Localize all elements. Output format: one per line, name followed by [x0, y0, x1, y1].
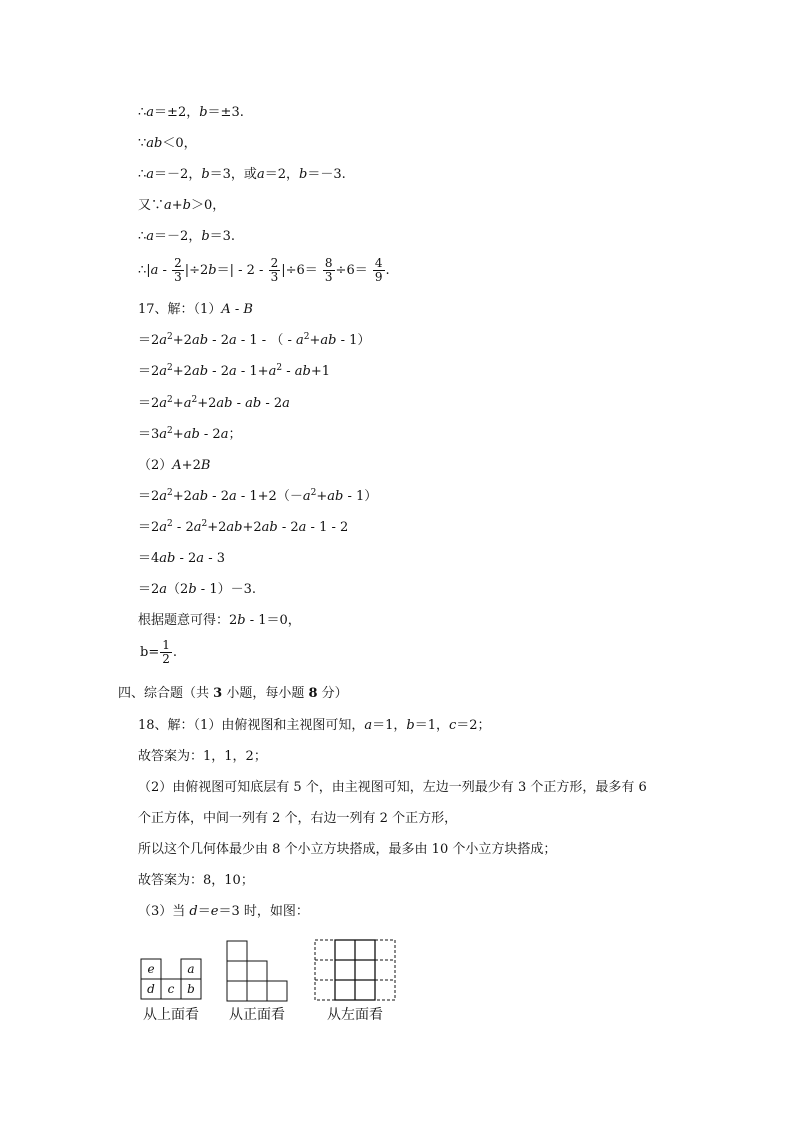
- text: ＝1，: [414, 718, 449, 733]
- var: a: [150, 263, 159, 278]
- line-12: [138, 458, 210, 474]
- denominator: 9: [374, 270, 383, 284]
- exponent: 2: [167, 395, 173, 405]
- var: d: [189, 904, 198, 919]
- line-16: [138, 582, 256, 598]
- text: 分）: [317, 686, 348, 701]
- text: - 2: [261, 396, 283, 411]
- exponent: 2: [303, 332, 310, 342]
- var: a: [146, 167, 155, 182]
- text: ＝2；: [456, 718, 491, 733]
- line-11: [138, 427, 241, 443]
- line-9: [138, 364, 330, 380]
- text: ∴: [138, 105, 147, 120]
- var: b: [201, 167, 210, 182]
- text: ＝2: [138, 333, 160, 348]
- var: a: [146, 229, 155, 244]
- var: a: [268, 364, 277, 379]
- var: a: [364, 718, 373, 733]
- fraction: [160, 639, 172, 666]
- text: +1: [310, 364, 330, 379]
- text: 又∵: [138, 198, 165, 213]
- text: 小题，每小题: [222, 686, 309, 701]
- var: ab: [327, 489, 344, 504]
- var: a: [193, 520, 202, 535]
- line-13: [138, 489, 377, 505]
- left-view-diagram: [312, 938, 398, 1002]
- var: a: [159, 333, 168, 348]
- denominator: 3: [174, 270, 182, 284]
- exponent: 2: [167, 332, 173, 342]
- fraction: [323, 257, 335, 284]
- line-5: [138, 229, 235, 245]
- text: +2: [172, 364, 192, 379]
- exponent: 2: [167, 426, 173, 436]
- var: ab: [159, 551, 176, 566]
- line-18: [140, 638, 177, 668]
- text: （2）: [138, 458, 173, 473]
- text: ÷6＝: [335, 263, 368, 278]
- exponent: 2: [167, 519, 173, 529]
- var: a: [282, 396, 290, 411]
- text: +: [172, 427, 184, 442]
- var: a+b: [164, 198, 191, 213]
- var: ab: [191, 364, 209, 379]
- text: - 2: [172, 520, 194, 535]
- var: ab: [183, 427, 200, 442]
- text: 18、解：（1）由俯视图和主视图可知，: [138, 718, 365, 733]
- text: - 2: [199, 427, 221, 442]
- line-17: [138, 613, 301, 629]
- text: ＝±2，: [154, 105, 200, 120]
- var: B: [243, 302, 253, 317]
- text: ＝3: [138, 427, 160, 442]
- text: ＝2: [138, 520, 160, 535]
- var: a: [298, 520, 307, 535]
- var: A: [172, 458, 182, 473]
- exponent: 2: [310, 488, 317, 498]
- line-26: [138, 904, 309, 920]
- front-view-diagram: [226, 940, 290, 1002]
- exponent: 2: [167, 363, 173, 373]
- var: a: [159, 427, 168, 442]
- text: 根据题意可得：2: [138, 613, 238, 628]
- text: -: [230, 302, 244, 317]
- text: ＞0，: [190, 198, 226, 213]
- text: +2: [207, 520, 227, 535]
- text: ＝2: [138, 396, 160, 411]
- var: B: [200, 458, 211, 473]
- text: ＝| - 2 -: [216, 263, 268, 278]
- var: ab: [146, 136, 163, 151]
- var: b: [188, 582, 197, 597]
- var: a: [159, 489, 168, 504]
- cell-e-label: e: [147, 962, 155, 976]
- text: ∴|: [138, 263, 151, 278]
- var: ab: [294, 364, 311, 379]
- var: a: [159, 520, 168, 535]
- text: 17、解：（1）: [138, 302, 222, 317]
- line-3: [138, 167, 346, 183]
- exponent: 2: [167, 488, 173, 498]
- text: ＝3 时，如图：: [218, 904, 309, 919]
- text: ；: [228, 427, 242, 442]
- text: - 1）: [343, 489, 378, 504]
- text: 8: [308, 686, 318, 701]
- text: |÷2: [184, 263, 209, 278]
- text: ∴: [138, 229, 147, 244]
- var: b: [406, 718, 415, 733]
- line-14: [138, 520, 348, 536]
- var: ab: [226, 520, 243, 535]
- top-view-caption: 从上面看: [143, 1007, 199, 1023]
- var: a: [228, 489, 237, 504]
- text: +: [172, 396, 184, 411]
- text: ＝2，: [264, 167, 299, 182]
- text: - 1）: [336, 333, 371, 348]
- text: ＜0，: [162, 136, 197, 151]
- line-10: [138, 396, 290, 412]
- text: - 1+2（－: [236, 489, 303, 504]
- text: -: [158, 263, 172, 278]
- text: 故答案为：1，1，2；: [138, 749, 267, 764]
- exponent: 2: [276, 363, 283, 373]
- text: +: [309, 333, 321, 348]
- line-24: [138, 842, 556, 858]
- text: ∴: [138, 167, 147, 182]
- text: .: [385, 263, 390, 278]
- text: - 2: [208, 489, 229, 504]
- text: -: [232, 396, 246, 411]
- var: b: [298, 167, 308, 182]
- text: （2）由俯视图可知底层有 5 个，由主视图可知，左边一列最少有 3 个正方形，最多有 6: [138, 780, 647, 795]
- text: ＝－3.: [307, 167, 346, 182]
- text: （2: [167, 582, 189, 597]
- text: +2: [181, 458, 201, 473]
- numerator: 1: [162, 638, 170, 652]
- text: ＝2: [138, 489, 160, 504]
- var: b: [237, 613, 246, 628]
- numerator: 2: [270, 256, 279, 270]
- var: b: [201, 229, 210, 244]
- var: ab: [216, 396, 233, 411]
- fraction: [269, 257, 281, 284]
- line-4: [138, 198, 225, 214]
- cell-d-label: d: [147, 982, 155, 996]
- var: b: [199, 105, 208, 120]
- line-25: [138, 873, 254, 889]
- var: a: [228, 364, 237, 379]
- text: ＝1，: [372, 718, 407, 733]
- line-22: [138, 780, 647, 796]
- text: - 2: [208, 364, 229, 379]
- front-view-caption: 从正面看: [229, 1007, 285, 1023]
- text: - 2: [175, 551, 197, 566]
- exponent: 2: [191, 395, 198, 405]
- text: 3: [213, 686, 223, 701]
- var: A: [221, 302, 231, 317]
- var: e: [210, 904, 219, 919]
- line-8: [138, 333, 370, 349]
- line-20: [138, 718, 491, 734]
- text: +2: [242, 520, 262, 535]
- var: ab: [261, 520, 278, 535]
- text: - 1＝0，: [245, 613, 301, 628]
- text: （3）当: [138, 904, 190, 919]
- var: a: [256, 167, 265, 182]
- text: +: [316, 489, 328, 504]
- line-23: [138, 811, 457, 827]
- line-6: [138, 256, 390, 286]
- cell-c-label: c: [167, 982, 175, 996]
- var: a: [159, 396, 168, 411]
- denominator: 3: [324, 270, 333, 284]
- text: - 2: [208, 333, 229, 348]
- text: ＝2: [138, 582, 160, 597]
- text: 所以这个几何体最少由 8 个小立方块搭成，最多由 10 个小立方块搭成；: [138, 842, 557, 857]
- text: +2: [197, 396, 217, 411]
- var: a: [220, 427, 229, 442]
- fraction: [172, 257, 184, 284]
- text: ∵: [138, 136, 147, 151]
- text: 四、综合题（共: [118, 686, 214, 701]
- var: a: [183, 396, 192, 411]
- var: ab: [245, 396, 262, 411]
- text: - 1 - （ -: [236, 333, 296, 348]
- text: ＝2: [138, 364, 160, 379]
- text: ＝4: [138, 551, 160, 566]
- left-view-caption: 从左面看: [327, 1007, 383, 1023]
- denominator: 3: [270, 270, 279, 284]
- var: ab: [191, 333, 209, 348]
- denominator: 2: [162, 652, 170, 666]
- text: 个正方体，中间一列有 2 个，右边一列有 2 个正方形，: [138, 811, 458, 826]
- var: a: [159, 364, 168, 379]
- text: ＝－2，: [154, 229, 202, 244]
- text: -: [282, 364, 295, 379]
- line-2: [138, 136, 197, 152]
- text: - 1 - 2: [306, 520, 349, 535]
- exponent: 2: [201, 519, 208, 529]
- var: a: [228, 333, 237, 348]
- var: ab: [320, 333, 337, 348]
- text: |÷6＝: [281, 263, 318, 278]
- numerator: 8: [324, 256, 333, 270]
- text: ＝3.: [209, 229, 236, 244]
- text: - 2: [277, 520, 299, 535]
- numerator: 4: [374, 256, 383, 270]
- text: +2: [172, 489, 192, 504]
- line-7: [138, 302, 253, 318]
- section-heading: [118, 686, 348, 702]
- fraction: [373, 257, 385, 284]
- var: c: [448, 718, 457, 733]
- var: ab: [191, 489, 209, 504]
- text: 故答案为：8，10；: [138, 873, 254, 888]
- text: - 1+: [236, 364, 269, 379]
- line-15: [138, 551, 225, 567]
- numerator: 2: [174, 256, 182, 270]
- text: ＝3，或: [209, 167, 257, 182]
- var: a: [302, 489, 311, 504]
- line-1: [138, 105, 244, 121]
- var: a: [295, 333, 304, 348]
- text: - 1）－3.: [196, 582, 256, 597]
- text: ＝: [197, 904, 211, 919]
- var: a: [146, 105, 155, 120]
- text: ＝－2，: [154, 167, 202, 182]
- top-view-diagram: [140, 958, 204, 1002]
- text: .: [172, 645, 177, 660]
- text: b=: [140, 645, 160, 660]
- var: a: [196, 551, 205, 566]
- text: ＝±3.: [207, 105, 244, 120]
- line-21: [138, 749, 267, 765]
- text: +2: [172, 333, 192, 348]
- var: a: [159, 582, 168, 597]
- cell-a-label: a: [187, 962, 195, 976]
- cell-b-label: b: [187, 982, 195, 996]
- var: b: [208, 263, 217, 278]
- text: - 3: [204, 551, 225, 566]
